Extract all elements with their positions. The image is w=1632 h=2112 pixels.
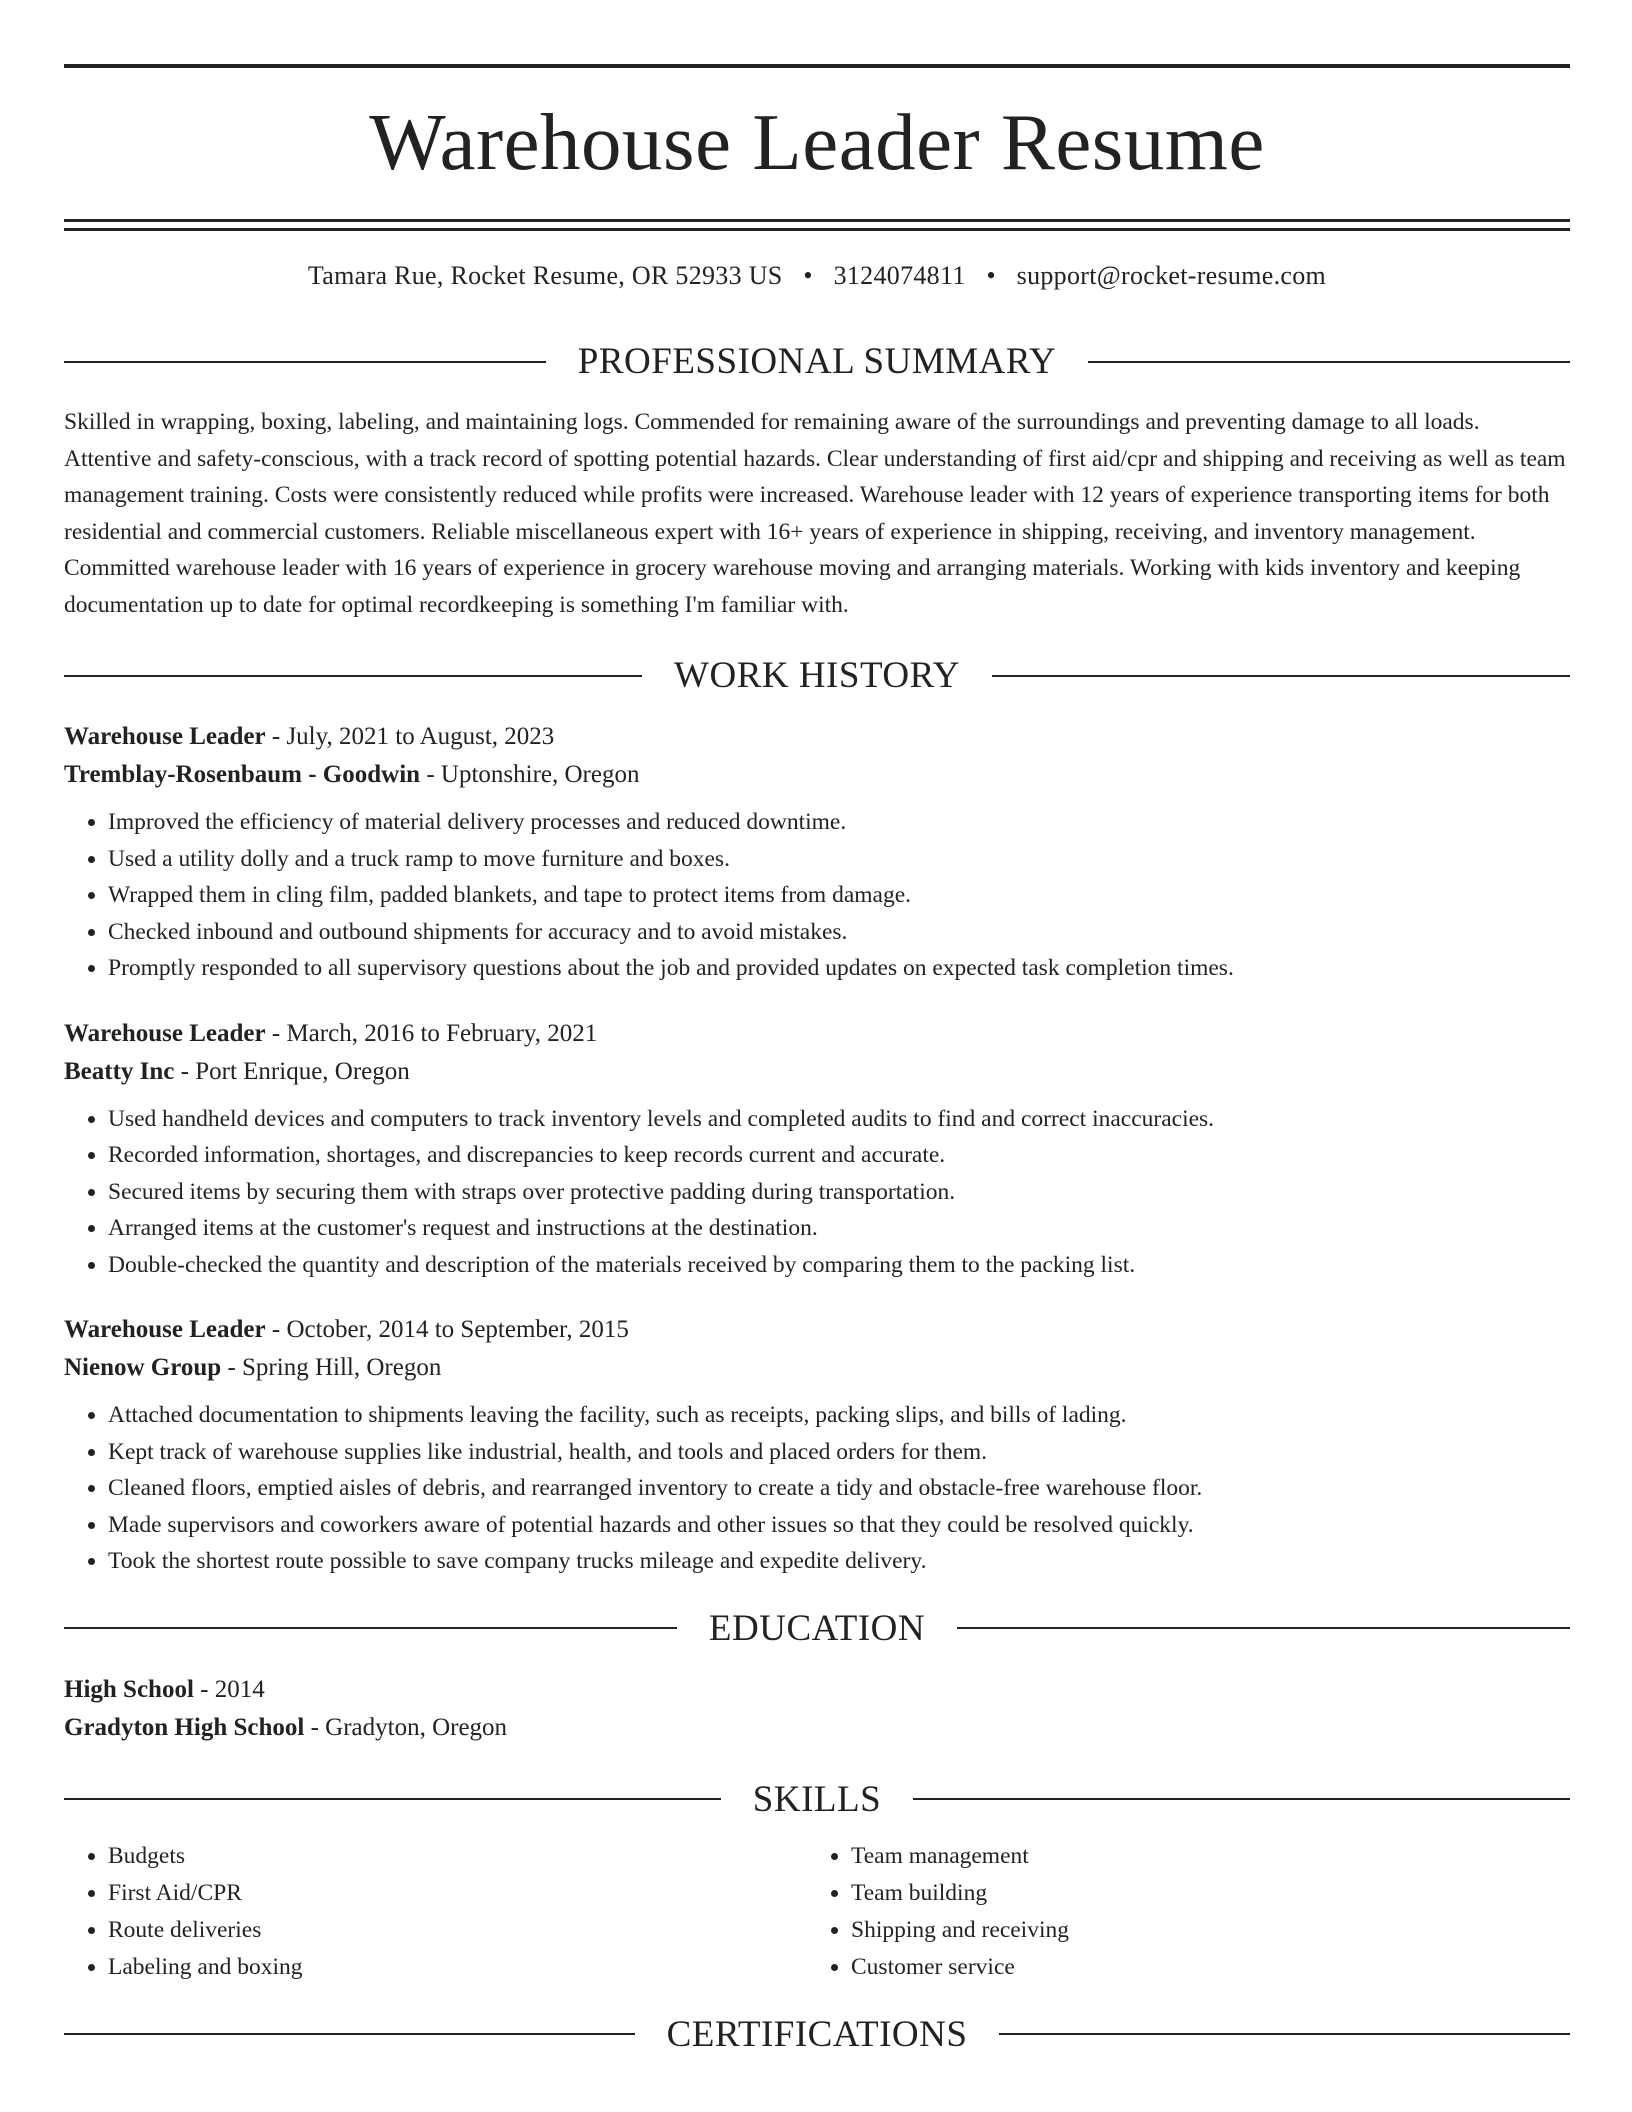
job-title: Warehouse Leader — [64, 1019, 266, 1047]
education-entry — [64, 1671, 1570, 1747]
heading-rule — [1088, 361, 1570, 363]
contact-line — [64, 261, 1570, 291]
job-bullets — [64, 1397, 1570, 1580]
job-company: Nienow Group — [64, 1354, 222, 1381]
job-company: Beatty Inc — [64, 1057, 175, 1085]
section-title: SKILLS — [752, 1778, 882, 1820]
heading-rule — [64, 361, 546, 363]
title-double-rule — [64, 219, 1570, 231]
job-entry — [64, 718, 1570, 987]
heading-rule — [992, 675, 1570, 677]
contact-address: Tamara Rue, Rocket Resume, OR 52933 US — [307, 261, 783, 290]
skill-item: • Route deliveries — [108, 1912, 807, 1949]
education-location: - Gradyton, Oregon — [304, 1713, 508, 1741]
top-rule — [64, 64, 1570, 68]
heading-rule — [64, 1627, 677, 1629]
section-heading-skills — [64, 1778, 1570, 1820]
section-title: PROFESSIONAL SUMMARY — [577, 341, 1057, 382]
job-bullet: • Promptly responded to all supervisory questions about the job and provided updates on expected task completion times. — [108, 950, 1570, 987]
section-heading-education — [64, 1607, 1570, 1649]
summary-paragraph: Skilled in wrapping, boxing, labeling, and maintaining logs. Commended for remaining aware of the surroundings and preventing damage to all loads. Attentive and safety-conscious, with a track record of spotting potential hazards. Clear understanding of first aid/cpr and shipping and receiving as well as team management training. Costs were consistently reduced while profits were increased. Warehouse leader with 12 years of experience transporting items for both residential and commercial customers. Reliable miscellaneous expert with 16+ years of experience in shipping, receiving, and inventory management. Committed warehouse leader with 16 years of experience in grocery warehouse moving and arranging materials. Working with kids inventory and keeping documentation up to date for optimal recordkeeping is something I'm familiar with. — [64, 409, 1566, 618]
skills-columns — [64, 1838, 1570, 1986]
job-dates: - October, 2014 to September, 2015 — [265, 1316, 629, 1343]
job-bullet: • Kept track of warehouse supplies like industrial, health, and tools and placed orders for them. — [108, 1434, 1570, 1471]
skill-item: • Budgets — [108, 1838, 807, 1875]
heading-rule — [64, 675, 642, 677]
section-title: WORK HISTORY — [674, 655, 960, 696]
job-title-line — [64, 1311, 1570, 1349]
education-degree-line — [64, 1671, 1570, 1709]
skills-list-right — [807, 1838, 1550, 1986]
section-heading-work-history — [64, 657, 1570, 694]
job-bullet: • Double-checked the quantity and description of the materials received by comparing them to the packing list. — [108, 1247, 1570, 1284]
job-location: - Port Enrique, Oregon — [174, 1057, 410, 1085]
job-bullet: • Used handheld devices and computers to track inventory levels and completed audits to find and correct inaccuracies. — [108, 1101, 1570, 1138]
education-degree: High School — [64, 1675, 194, 1703]
section-heading-summary — [64, 343, 1570, 380]
job-title-line — [64, 1015, 1570, 1053]
job-title-line — [64, 718, 1570, 756]
skill-item: • Labeling and boxing — [108, 1949, 807, 1986]
job-entry — [64, 1311, 1570, 1580]
job-bullet: • Improved the efficiency of material delivery processes and reduced downtime. — [108, 804, 1570, 841]
skill-item: • Customer service — [851, 1949, 1550, 1986]
job-bullet: • Made supervisors and coworkers aware of potential hazards and other issues so that they could be resolved quickly. — [108, 1507, 1570, 1544]
contact-phone: 3124074811 — [833, 261, 966, 290]
job-title: Warehouse Leader — [64, 1316, 266, 1343]
heading-rule — [64, 1798, 721, 1800]
job-bullets — [64, 1101, 1570, 1284]
skill-item: • Shipping and receiving — [851, 1912, 1550, 1949]
heading-rule — [957, 1627, 1570, 1629]
heading-rule — [64, 2033, 635, 2035]
contact-email: support@rocket-resume.com — [1016, 261, 1327, 290]
job-bullet: • Took the shortest route possible to save company trucks mileage and expedite delivery. — [108, 1543, 1570, 1580]
skill-item: • Team management — [851, 1838, 1550, 1875]
job-location: - Uptonshire, Oregon — [420, 761, 640, 788]
job-bullet: • Attached documentation to shipments leaving the facility, such as receipts, packing slips, and bills of lading. — [108, 1397, 1570, 1434]
job-bullets — [64, 804, 1570, 987]
job-company-line — [64, 1053, 1570, 1091]
job-location: - Spring Hill, Oregon — [221, 1354, 442, 1381]
job-bullet: • Used a utility dolly and a truck ramp to move furniture and boxes. — [108, 841, 1570, 878]
skill-item: • First Aid/CPR — [108, 1875, 807, 1912]
page-title: Warehouse Leader Resume — [369, 97, 1265, 187]
section-title: CERTIFICATIONS — [666, 2013, 968, 2055]
job-title: Warehouse Leader — [64, 723, 266, 750]
job-entry — [64, 1015, 1570, 1284]
skill-item: • Team building — [851, 1875, 1550, 1912]
resume-page — [64, 64, 1570, 2053]
heading-rule — [999, 2033, 1570, 2035]
skills-list-left — [64, 1838, 807, 1986]
section-title: EDUCATION — [708, 1607, 926, 1649]
education-year: - 2014 — [193, 1675, 265, 1703]
heading-rule — [913, 1798, 1570, 1800]
section-heading-certifications — [64, 2013, 1570, 2055]
education-school: Gradyton High School — [64, 1713, 305, 1741]
job-bullet: • Recorded information, shortages, and discrepancies to keep records current and accurate. — [108, 1137, 1570, 1174]
job-company-line — [64, 1349, 1570, 1387]
job-bullet: • Wrapped them in cling film, padded blankets, and tape to protect items from damage. — [108, 877, 1570, 914]
job-bullet: • Secured items by securing them with straps over protective padding during transportation. — [108, 1174, 1570, 1211]
job-company: Tremblay-Rosenbaum - Goodwin — [64, 761, 421, 788]
job-bullet: • Checked inbound and outbound shipments for accuracy and to avoid mistakes. — [108, 914, 1570, 951]
job-company-line — [64, 756, 1570, 794]
job-dates: - July, 2021 to August, 2023 — [265, 723, 555, 750]
job-bullet: • Cleaned floors, emptied aisles of debris, and rearranged inventory to create a tidy and obstacle-free warehouse floor. — [108, 1470, 1570, 1507]
contact-separator: • — [986, 261, 996, 290]
job-bullet: • Arranged items at the customer's request and instructions at the destination. — [108, 1210, 1570, 1247]
job-dates: - March, 2016 to February, 2021 — [265, 1019, 598, 1047]
education-school-line — [64, 1709, 1570, 1747]
contact-separator: • — [803, 261, 813, 290]
